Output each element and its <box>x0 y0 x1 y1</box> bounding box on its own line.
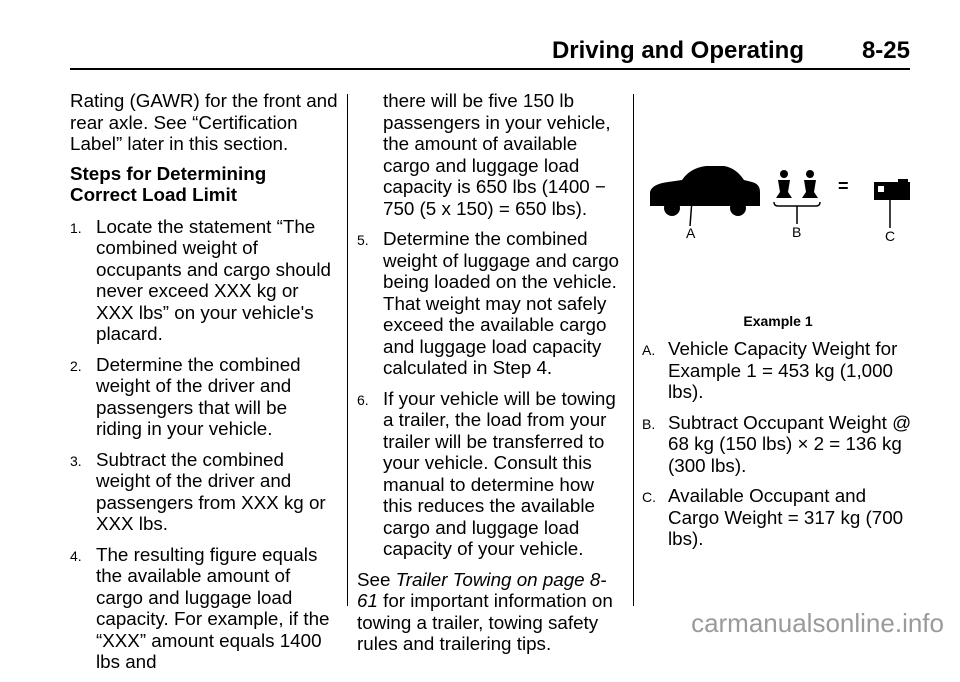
step-number: 4. <box>70 547 82 564</box>
trailer-towing-link[interactable]: Trailer Towing on page 8-61 <box>357 568 607 611</box>
passengers-icon <box>776 170 818 198</box>
label-b: B <box>792 224 802 240</box>
step-number: 6. <box>357 391 369 408</box>
step-number: 1. <box>70 219 82 236</box>
step-text: Subtract the combined weight of the driver and passengers from XXX kg or XXX lbs. <box>96 448 326 534</box>
column-divider-2 <box>633 94 634 606</box>
item-b <box>642 412 914 477</box>
step-text: Determine the combined weight of luggage and cargo being loaded on the vehicle. That weight may not safely exceed the available cargo and luggage load capacity calculated in Step 4. <box>383 228 619 378</box>
load-example-figure <box>642 158 922 248</box>
passengers-bracket <box>774 202 820 206</box>
column-1 <box>70 90 338 682</box>
label-c: C <box>885 228 896 244</box>
step-4-continued <box>357 90 623 219</box>
item-text: Vehicle Capacity Weight for Example 1 = 453 kg (1,000 lbs). <box>668 338 898 402</box>
step-3 <box>70 449 338 535</box>
vehicle-icon <box>650 166 760 216</box>
see-suffix: for important information on towing a trailer, towing safety rules and trailering tips. <box>357 590 613 654</box>
equals-sign: = <box>838 176 849 196</box>
header-rule <box>70 68 910 70</box>
column-2 <box>357 90 623 663</box>
step-text: there will be five 150 lb passengers in your vehicle, the amount of available cargo and luggage load capacity is 650 lbs (1400 − 750 (5 x 150) = 650 lbs). <box>383 90 611 219</box>
item-letter: A. <box>642 342 656 358</box>
step-number: 3. <box>70 452 82 469</box>
cargo-icon <box>874 179 910 200</box>
page-number: 8-25 <box>861 37 910 64</box>
step-text: Locate the statement “The combined weight of occupants and cargo should never exceed XXX kg or XXX lbs” on your vehicle's placard. <box>96 215 331 344</box>
step-2 <box>70 354 338 440</box>
see-prefix: See <box>357 568 396 590</box>
item-a <box>642 338 914 403</box>
watermark: carmanualsonline.info <box>691 608 944 638</box>
figure-caption: Example 1 <box>743 313 813 329</box>
intro-paragraph: Rating (GAWR) for the front and rear axle. See “Certification Label” later in this section. <box>70 90 338 154</box>
step-text: If your vehicle will be towing a trailer, the load from your trailer will be transferred to your vehicle. Consult this manual to determine how this reduces the available cargo and luggage load capacity of your vehicle. <box>383 387 616 559</box>
step-text: The resulting figure equals the available amount of cargo and luggage load capacity. For example, if the “XXX” amount equals 1400 lbs and <box>96 543 330 672</box>
step-5 <box>357 228 623 379</box>
minus-sign: − <box>746 176 757 196</box>
item-text: Available Occupant and Cargo Weight = 317 kg (700 lbs). <box>668 485 904 549</box>
step-1 <box>70 216 338 345</box>
step-4 <box>70 544 338 673</box>
step-number: 2. <box>70 357 82 374</box>
item-c <box>642 485 914 550</box>
step-6 <box>357 388 623 560</box>
column-3 <box>642 338 914 559</box>
steps-heading: Steps for Determining Correct Load Limit <box>70 162 267 205</box>
step-number: 5. <box>357 232 369 248</box>
item-text: Subtract Occupant Weight @ 68 kg (150 lbs) × 2 = 136 kg (300 lbs). <box>668 411 912 476</box>
section-title: Driving and Operating <box>551 37 804 64</box>
item-letter: C. <box>642 489 656 505</box>
step-text: Determine the combined weight of the driver and passengers that will be riding in your vehicle. <box>96 353 301 439</box>
item-letter: B. <box>642 415 656 432</box>
label-a: A <box>686 225 696 241</box>
column-divider-1 <box>347 94 348 606</box>
